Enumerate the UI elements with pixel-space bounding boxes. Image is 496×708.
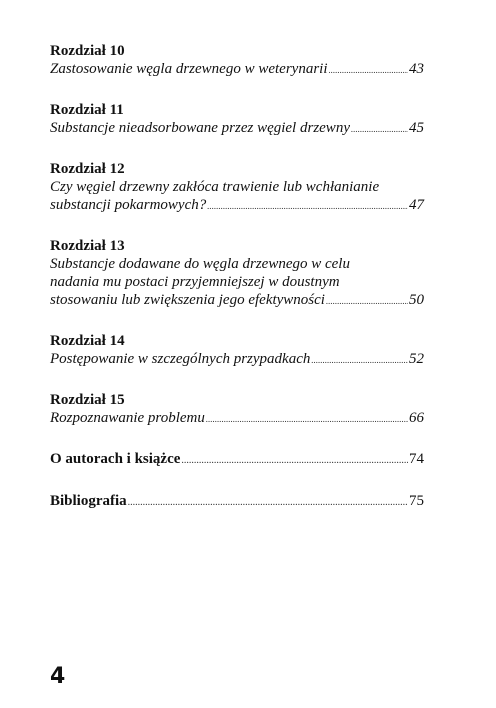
chapter-heading: Rozdział 13 (50, 238, 125, 254)
page-number: 75 (409, 493, 424, 509)
toc-entry-chapter-15 (50, 391, 424, 428)
chapter-title-text: Zastosowanie węgla drzewnego w weterynarii (50, 61, 328, 77)
dot-leader (326, 292, 408, 310)
dot-leader (329, 61, 409, 79)
page-number: 50 (409, 292, 424, 308)
chapter-heading: Rozdział 15 (50, 392, 125, 408)
page-number: 66 (409, 410, 424, 426)
chapter-title-text: Rozpoznawanie problemu (50, 410, 205, 426)
dot-leader (207, 197, 408, 215)
toc-entry-chapter-11 (50, 101, 424, 138)
toc-line (50, 291, 424, 310)
dot-leader (351, 120, 408, 138)
toc-entry-chapter-10 (50, 42, 424, 79)
toc-line (50, 492, 424, 512)
section-title-text: O autorach i książce (50, 451, 181, 467)
toc-entry-bibliography (50, 492, 424, 512)
chapter-title-line: Substancje dodawane do węgla drzewnego w celu (50, 256, 350, 272)
chapter-title-text: substancji pokarmowych? (50, 197, 207, 213)
toc-entry-chapter-13 (50, 237, 424, 310)
chapter-title-line: nadania mu postaci przyjemniejszej w doustnym (50, 274, 340, 290)
chapter-title-text: Postępowanie w szczególnych przypadkach (50, 351, 311, 367)
chapter-title-text: Substancje nieadsorbowane przez węgiel drzewny (50, 120, 350, 136)
chapter-heading: Rozdział 14 (50, 333, 125, 349)
page-folio-number: 4 (50, 664, 66, 689)
chapter-title-text: stosowaniu lub zwiększenia jego efektywności (50, 292, 325, 308)
page-number: 45 (409, 120, 424, 136)
toc-line (50, 409, 424, 428)
page-number: 43 (409, 61, 424, 77)
section-title-text: Bibliografia (50, 493, 127, 509)
dot-leader (311, 351, 408, 369)
page-number: 74 (409, 451, 424, 467)
toc-entry-chapter-14 (50, 332, 424, 369)
page-number: 47 (409, 197, 424, 213)
chapter-heading: Rozdział 12 (50, 161, 125, 177)
toc-line (50, 119, 424, 138)
toc-line (50, 60, 424, 79)
chapter-title-line: Czy węgiel drzewny zakłóca trawienie lub wchłanianie (50, 179, 380, 195)
dot-leader (181, 452, 408, 470)
toc-entry-about-authors (50, 450, 424, 470)
chapter-heading: Rozdział 10 (50, 43, 125, 59)
toc-line (50, 450, 424, 470)
toc-line (50, 350, 424, 369)
page-number: 52 (409, 351, 424, 367)
chapter-heading: Rozdział 11 (50, 102, 124, 118)
dot-leader (128, 494, 408, 512)
table-of-contents (50, 42, 424, 534)
dot-leader (206, 410, 408, 428)
toc-entry-chapter-12 (50, 160, 424, 215)
toc-line (50, 196, 424, 215)
